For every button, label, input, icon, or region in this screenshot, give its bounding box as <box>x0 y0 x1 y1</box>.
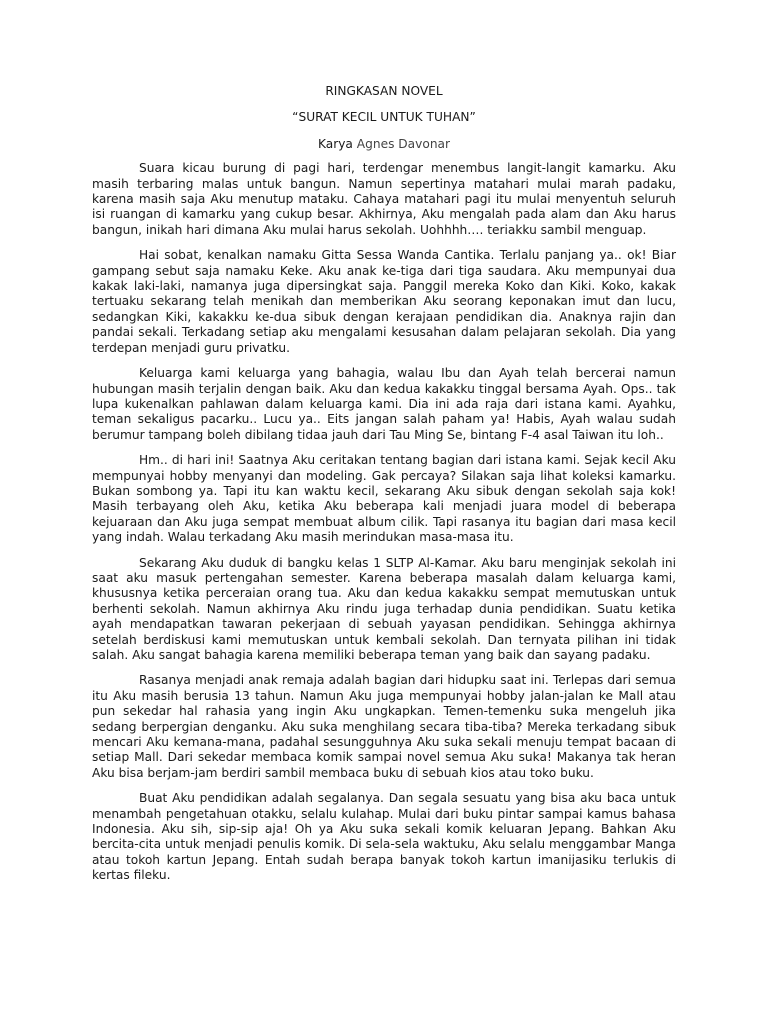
byline <box>92 137 676 152</box>
document-page <box>92 84 676 894</box>
paragraph-1: Suara kicau burung di pagi hari, terdengar menembus langit-langit kamarku. Aku masih terbaring malas untuk bangun. Namun sepertinya matahari mulai marah padaku, karena masih saja Aku menutup mataku. Cahaya matahari pagi itu mulai menyentuh seluruh isi ruangan di kamarku yang cukup besar. Akhirnya, Aku mengalah pada alam dan Aku harus bangun, inikah hari dimana Aku mulai harus sekolah. Uohhhh…. teriakku sambil menguap. <box>92 161 676 237</box>
novel-title: “SURAT KECIL UNTUK TUHAN” <box>292 110 476 125</box>
author-name: Agnes Davonar <box>356 136 451 151</box>
paragraph-7: Buat Aku pendidikan adalah segalanya. Dan segala sesuatu yang bisa aku baca untuk menambah pengetahuan otakku, selalu kulahap. Mulai dari buku pintar sampai kamus bahasa Indonesia. Aku sih, sip-sip aja! Oh ya Aku suka sekali komik keluaran Jepang. Bahkan Aku bercita-cita untuk menjadi penulis komik. Di sela-sela waktuku, Aku selalu menggambar Manga atau tokoh kartun Jepang. Entah sudah berapa banyak tokoh kartun imanijasiku terlukis di kertas fileku. <box>92 791 676 883</box>
document-heading: RINGKASAN NOVEL <box>325 84 443 98</box>
paragraph-4: Hm.. di hari ini! Saatnya Aku ceritakan tentang bagian dari istana kami. Sejak kecil Aku mempunyai hobby menyanyi dan modeling. Gak percaya? Silakan saja lihat koleksi kamarku. Bukan sombong ya. Tapi itu kan waktu kecil, sekarang Aku sibuk dengan sekolah saja kok! Masih terbayang oleh Aku, ketika Aku beberapa kali menjadi juara model di beberapa kejuaraan dan Aku juga sempat membuat album cilik. Tapi rasanya itu bagian dari masa kecil yang indah. Walau terkadang Aku masih merindukan masa-masa itu. <box>92 453 676 545</box>
paragraph-6: Rasanya menjadi anak remaja adalah bagian dari hidupku saat ini. Terlepas dari semua itu Aku masih berusia 13 tahun. Namun Aku juga mempunyai hobby jalan-jalan ke Mall atau pun sekedar hal rahasia yang ingin Aku ungkapkan. Temen-temenku suka mengeluh jika sedang berpergian denganku. Aku suka menghilang secara tiba-tiba? Mereka terkadang sibuk mencari Aku kemana-mana, padahal sesungguhnya Aku suka sekali menuju tempat bacaan di setiap Mall. Dari sekedar membaca komik sampai novel semua Aku suka! Makanya tak heran Aku bisa berjam-jam berdiri sambil membaca buku di sebuah kios atau toko buku. <box>92 673 676 780</box>
paragraph-3: Keluarga kami keluarga yang bahagia, walau Ibu dan Ayah telah bercerai namun hubungan masih terjalin dengan baik. Aku dan kedua kakakku tinggal bersama Ayah. Ops.. tak lupa kukenalkan pahlawan dalam keluarga kami. Dia ini ada raja dari istana kami. Ayahku, teman sekaligus pacarku.. Lucu ya.. Eits jangan salah paham ya! Habis, Ayah walau sudah berumur tampang boleh dibilang tidaa jauh dari Tau Ming Se, bintang F-4 asal Taiwan itu loh.. <box>92 366 676 442</box>
byline-prefix: Karya <box>317 136 353 151</box>
paragraph-5: Sekarang Aku duduk di bangku kelas 1 SLTP Al-Kamar. Aku baru menginjak sekolah ini saat aku masuk pertengahan semester. Karena beberapa masalah dalam keluarga kami, khususnya ketika perceraian orang tua. Aku dan kedua kakakku sempat memutuskan untuk berhenti sekolah. Namun akhirnya Aku rindu juga terhadap dunia pendidikan. Suatu ketika ayah mendapatkan tawaran pekerjaan di sebuah yayasan pendidikan. Sehingga akhirnya setelah berdiskusi kami memutuskan untuk kembali sekolah. Dan ternyata pilihan ini tidak salah. Aku sangat bahagia karena memiliki beberapa teman yang baik dan sayang padaku. <box>92 555 676 662</box>
paragraph-2: Hai sobat, kenalkan namaku Gitta Sessa Wanda Cantika. Terlalu panjang ya.. ok! Biar gampang sebut saja namaku Keke. Aku anak ke-tiga dari tiga saudara. Aku mempunyai dua kakak laki-laki, namanya juga dipersingkat saja. Panggil mereka Koko dan Kiki. Koko, kakak tertuaku sekarang telah menikah dan memberikan Aku seorang keponakan imut dan lucu, sedangkan Kiki, kakakku ke-dua sibuk dengan kerajaan pendidikan dia. Anaknya rajin dan pandai sekali. Terkadang setiap aku mengalami kesusahan dalam pelajaran sekolah. Dia yang terdepan menjadi guru privatku. <box>92 248 676 355</box>
